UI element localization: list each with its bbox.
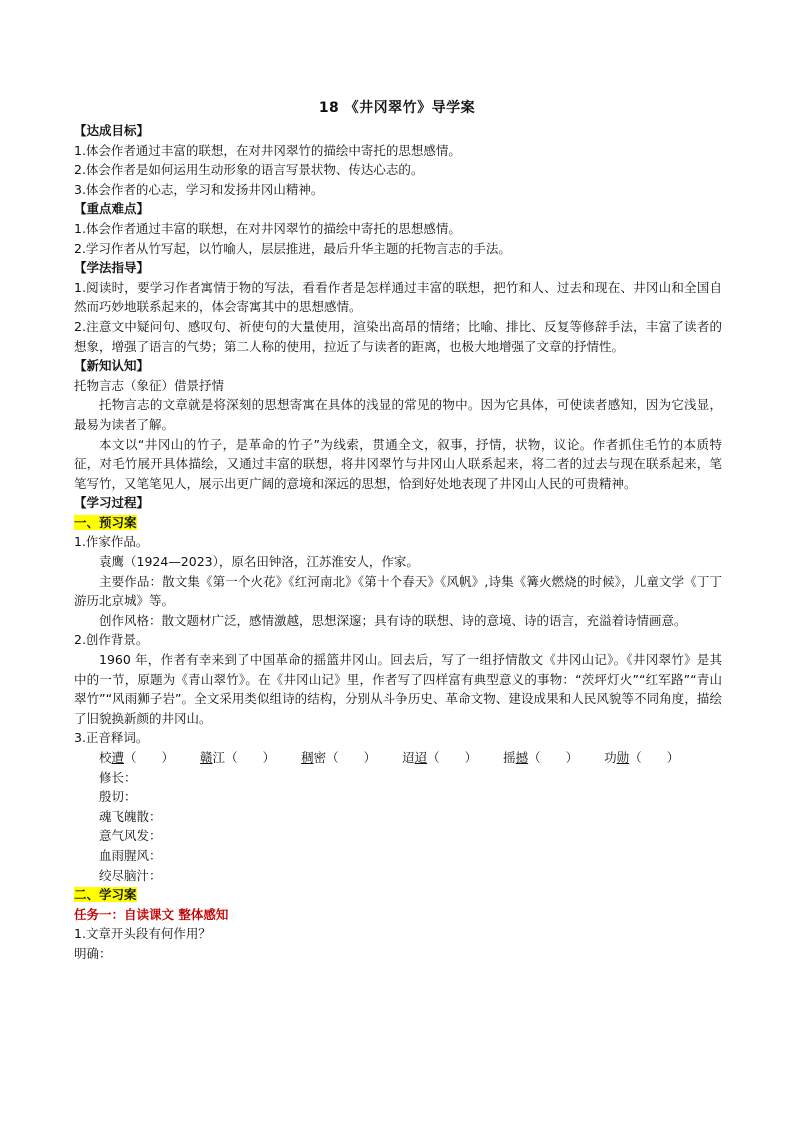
word-item: 血雨腥风： xyxy=(99,847,162,863)
study-label: 二、学习案 xyxy=(74,887,137,903)
word-item: 意气风发： xyxy=(99,828,162,844)
word-item: 绞尽脑汁： xyxy=(99,867,162,883)
answer-blank[interactable]: （ ） xyxy=(629,750,680,765)
key-item: 1.体会作者通过丰富的联想，在对井冈翠竹的描绘中寄托的思想感情。 xyxy=(74,220,461,236)
answer-blank[interactable]: （ ） xyxy=(427,750,478,765)
task-one-title: 任务一：自读课文 整体感知 xyxy=(74,906,229,922)
answer-blank[interactable]: （ ） xyxy=(528,750,579,765)
question-one: 1.文章开头段有何作用？ xyxy=(74,926,211,942)
pron-item: 摇撼（ ） xyxy=(503,748,578,768)
process-heading: 【学习过程】 xyxy=(74,495,150,511)
new-knowledge-para: 托物言志的文章就是将深刻的思想寄寓在具体的浅显的常见的物中。因为它具体，可使读者感知，因为它浅显，最易为读者了解。 xyxy=(74,397,722,432)
answer-blank[interactable]: （ ） xyxy=(124,750,175,765)
preview-label: 一、预习案 xyxy=(74,514,137,530)
document-body xyxy=(74,121,722,964)
method-item: 1.阅读时，要学习作者寓情于物的写法，看看作者是怎样通过丰富的联想，把竹和人、过去和现在、井冈山和全国自然而巧妙地联系起来的，体会寄寓其中的思想感情。 xyxy=(74,279,722,315)
word-item: 殷切： xyxy=(99,789,137,805)
author-bio: 袁鹰（1924—2023），原名田钟洛，江苏淮安人，作家。 xyxy=(99,554,419,570)
new-knowledge-sub: 托物言志（象征）借景抒情 xyxy=(74,377,225,393)
key-heading: 【重点难点】 xyxy=(74,201,150,217)
method-heading: 【学法指导】 xyxy=(74,260,150,276)
author-style: 创作风格：散文题材广泛，感情激越，思想深邃；具有诗的联想、诗的意境、诗的语言，充溢着诗情画意。 xyxy=(99,612,687,628)
background-label: 2.创作背景。 xyxy=(74,632,149,648)
new-knowledge-para: 本文以“井冈山的竹子，是革命的竹子”为线索，贯通全文，叙事，抒情，状物，议论。作者抓住毛竹的本质特征，对毛竹展开具体描绘，又通过丰富的联想，将井冈翠竹与井冈山人联系起来，将二者的过去与现在联系起来，笔笔写竹，又笔笔见人，展示出更广阔的意境和深远的思想，恰到好处地表现了井冈山人民的可贵精神。 xyxy=(74,436,722,491)
answer-blank[interactable]: （ ） xyxy=(326,750,377,765)
key-item: 2.学习作者从竹写起，以竹喻人，层层推进，最后升华主题的托物言志的手法。 xyxy=(74,240,511,256)
goals-heading: 【达成目标】 xyxy=(74,123,150,138)
goal-item: 1.体会作者通过丰富的联想，在对井冈翠竹的描绘中寄托的思想感情。 xyxy=(74,142,461,158)
pron-item: 功勋（ ） xyxy=(604,748,679,768)
pron-item: 校遭（ ） xyxy=(99,748,174,768)
pron-item: 赣江（ ） xyxy=(200,748,275,768)
word-item: 修长： xyxy=(99,769,137,785)
page-title: 18 《井冈翠竹》导学案 xyxy=(318,100,476,116)
author-works: 主要作品：散文集《第一个火花》《红河南北》《第十个春天》《风帆》,诗集《篝火燃烧的时候》，儿童文学《丁丁游历北京城》等。 xyxy=(74,573,722,609)
word-item: 魂飞魄散： xyxy=(99,808,162,824)
pron-item: 稠密（ ） xyxy=(301,748,376,768)
author-label: 1.作家作品。 xyxy=(74,534,149,550)
goal-item: 2.体会作者是如何运用生动形象的语言写景状物、传达心志的。 xyxy=(74,162,424,178)
background-text: 1960 年，作者有幸来到了中国革命的摇篮井冈山。回去后，写了一组抒情散文《井冈山记》。《井冈翠竹》是其中的一节，原题为《青山翠竹》。在《井冈山记》里，作者写了四样富有典型意义的事物：“茨坪灯火”“红军路”“青山翠竹”“风雨狮子岩”。全文采用类似组诗的结构，分别从斗争历史、革命文物、建设成果和人民风貌等不同角度，描绘了旧貌换新颜的井冈山。 xyxy=(74,652,722,726)
goal-item: 3.体会作者的心志，学习和发扬井冈山精神。 xyxy=(74,181,324,197)
answer-blank[interactable]: （ ） xyxy=(225,750,276,765)
answer-label: 明确： xyxy=(74,945,112,961)
pron-label: 3.正音释词。 xyxy=(74,730,149,746)
pronunciation-row xyxy=(74,748,722,768)
method-item: 2.注意文中疑问句、感叹句、祈使句的大量使用，渲染出高昂的情绪；比喻、排比、反复等修辞手法，丰富了读者的想象，增强了语言的气势；第二人称的使用，拉近了与读者的距离，也极大地增强了文章的抒情性。 xyxy=(74,318,722,354)
pron-item: 迢迢（ ） xyxy=(402,748,477,768)
new-knowledge-heading: 【新知认知】 xyxy=(74,358,150,374)
